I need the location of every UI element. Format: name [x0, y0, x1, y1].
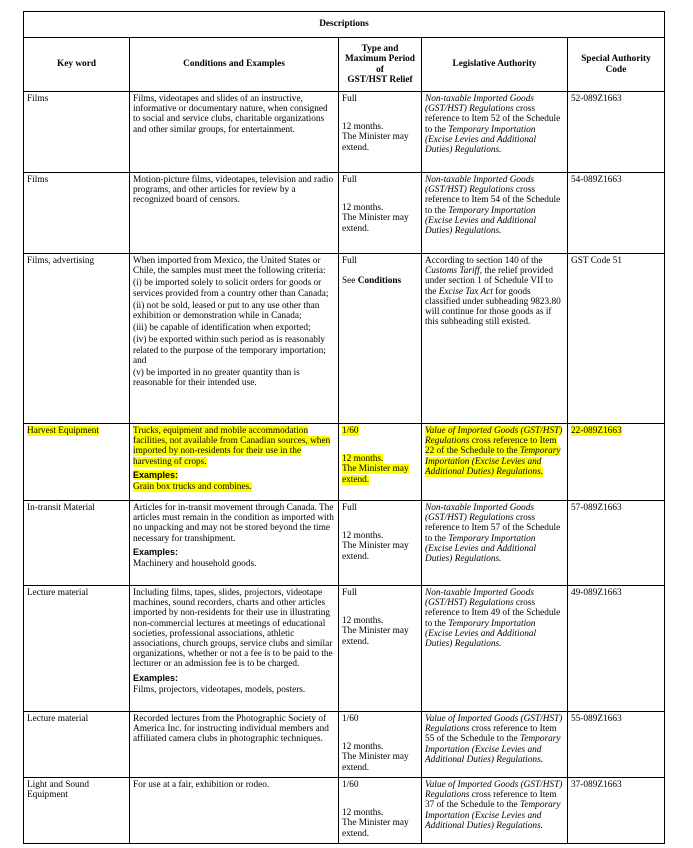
- header-authority: Legislative Authority: [422, 38, 568, 92]
- code-cell: 37-089Z1663: [568, 778, 665, 844]
- conditions-cell: [130, 254, 339, 424]
- table-row: [24, 501, 665, 586]
- keyword-cell: Films, advertising: [24, 254, 130, 424]
- conditions-text: Including films, tapes, slides, projectors, videotape machines, sound recorders, charts and other articles imported by non-residents for their use in illustrating non-commercial lectures at meetings of educational societies, professional associations, athletic associations, church groups, service clubs and similar organizations, whether or not a fee is to be paid to the lecturer or an admission fee is to be charged.: [133, 588, 333, 670]
- authority-schedule: Temporary Importation (Excise Levies and Additional Duties) Regulations.: [425, 533, 537, 565]
- type-cell: [339, 254, 422, 424]
- criterion-2: (ii) not be sold, leased or put to any use other than exhibition or demonstration while in Canada;: [133, 300, 320, 322]
- code-cell: 52-089Z1663: [568, 92, 665, 173]
- table-caption-row: [24, 12, 665, 38]
- table-row: [24, 586, 665, 712]
- type-cell: [339, 92, 422, 173]
- header-type-line2: Maximum Period: [345, 54, 415, 65]
- header-type-line3: of: [376, 64, 384, 75]
- authority-cell: [422, 173, 568, 254]
- table-header-row: [24, 38, 665, 92]
- keyword-cell: Films: [24, 92, 130, 173]
- type-period: 12 months.: [342, 122, 384, 133]
- authority-schedule: Temporary Importation (Excise Levies and Additional Duties) Regulations.: [425, 446, 561, 477]
- type-note: The Minister may extend.: [342, 132, 409, 153]
- code-cell: 57-089Z1663: [568, 501, 665, 586]
- type-cell: [339, 501, 422, 586]
- authority-cell: [422, 712, 568, 778]
- code-cell: GST Code 51: [568, 254, 665, 424]
- keyword-cell: In-transit Material: [24, 501, 130, 586]
- descriptions-table: [23, 11, 665, 844]
- type-period: 12 months.: [342, 742, 384, 753]
- table-row: [24, 712, 665, 778]
- header-conditions: Conditions and Examples: [130, 38, 339, 92]
- type-rate: Full: [342, 256, 357, 266]
- conditions-highlight: Trucks, equipment and mobile accommodation facilities, not available from Canadian sources, when imported by non-residents for their use in the harvesting of crops.: [133, 426, 331, 467]
- type-note: The Minister may extend.: [342, 818, 409, 839]
- type-period-highlight: 12 months.: [342, 454, 384, 465]
- authority-excise-tax-act: Excise Tax Act: [438, 286, 493, 297]
- conditions-cell: Films, videotapes and slides of an instructive, informative or documentary nature, when consigned to social and service clubs, charitable organizations and other similar groups, for entertainment.: [130, 92, 339, 173]
- authority-regulation: Non-taxable Imported Goods (GST/HST) Regulations: [425, 94, 534, 115]
- code-cell: 49-089Z1663: [568, 586, 665, 712]
- authority-schedule: Temporary Importation (Excise Levies and Additional Duties) Regulations.: [425, 800, 561, 831]
- header-code-line2: Code: [605, 64, 627, 75]
- header-code-line1: Special Authority: [581, 54, 651, 65]
- authority-reference: cross reference to Item 57 of the Schedule to the: [425, 513, 561, 544]
- authority-reference: cross reference to Item 49 of the Schedule to the: [425, 598, 561, 629]
- conditions-cell: [130, 586, 339, 712]
- type-rate: 1/60: [342, 714, 359, 724]
- example-text: Machinery and household goods.: [133, 559, 257, 570]
- type-period: 12 months.: [342, 531, 384, 542]
- type-rate: Full: [342, 94, 357, 104]
- keyword-cell: Light and Sound Equipment: [24, 778, 130, 844]
- example-text: Grain box trucks and combines.: [133, 482, 252, 493]
- conditions-cell: [130, 501, 339, 586]
- authority-reference: cross reference to Item 54 of the Schedule to the: [425, 185, 561, 216]
- authority-customs-tariff: Customs Tariff: [425, 266, 480, 277]
- conditions-text: Articles for in-transit movement through Canada. The articles must remain in the condition as imported with no unpacking and may not be stored beyond the time necessary for transhipment.: [133, 503, 334, 544]
- type-conditions-label: Conditions: [357, 276, 402, 287]
- authority-schedule: Temporary Importation (Excise Levies and Additional Duties) Regulations.: [425, 205, 537, 237]
- authority-cell: [422, 254, 568, 424]
- examples-label-highlight: Examples:: [133, 469, 179, 480]
- keyword-cell: Lecture material: [24, 712, 130, 778]
- type-rate: 1/60: [342, 780, 359, 790]
- authority-schedule: Temporary Importation (Excise Levies and Additional Duties) Regulations.: [425, 734, 561, 765]
- table-row-highlighted: [24, 424, 665, 501]
- authority-cell: [422, 501, 568, 586]
- code-cell: 54-089Z1663: [568, 173, 665, 254]
- example-text: Films, projectors, videotapes, models, posters.: [133, 684, 306, 695]
- authority-schedule: Temporary Importation (Excise Levies and Additional Duties) Regulations.: [425, 618, 537, 650]
- type-note-highlight: The Minister may extend.: [342, 464, 409, 485]
- authority-reference: cross reference to Item 52 of the Schedule to the: [425, 104, 561, 135]
- type-period: [342, 454, 418, 464]
- criterion-5: (v) be imported in no greater quantity than is reasonable for their intended use.: [133, 368, 300, 389]
- conditions-cell: Recorded lectures from the Photographic Society of America Inc. for instructing individual members and affiliated camera clubs in photographic techniques.: [130, 712, 339, 778]
- type-see-label: See: [342, 276, 358, 287]
- table-row: [24, 778, 665, 844]
- keyword-cell: Lecture material: [24, 586, 130, 712]
- authority-reference: cross reference to Item 55 of the Schedule to the: [425, 724, 557, 745]
- type-cell: [339, 778, 422, 844]
- code-cell: [568, 424, 665, 501]
- table-row: [24, 173, 665, 254]
- authority-regulation: Value of Imported Goods (GST/HST) Regulations: [425, 426, 563, 447]
- examples-label: Examples:: [133, 546, 179, 557]
- keyword-cell: Films: [24, 173, 130, 254]
- type-period: 12 months.: [342, 616, 384, 627]
- authority-regulation: Value of Imported Goods (GST/HST) Regulations: [425, 714, 563, 735]
- authority-cell: [422, 586, 568, 712]
- table-caption: Descriptions: [24, 12, 665, 38]
- conditions-cell: For use at a fair, exhibition or rodeo.: [130, 778, 339, 844]
- authority-reference: cross reference to Item 37 of the Schedule to the: [425, 790, 557, 811]
- type-cell: [339, 424, 422, 501]
- keyword-cell: [24, 424, 130, 501]
- type-note: [342, 464, 418, 484]
- authority-reference: cross reference to Item 22 of the Schedule to the: [425, 436, 557, 457]
- examples-label: [133, 470, 335, 480]
- authority-cell: [422, 778, 568, 844]
- type-note: The Minister may extend.: [342, 213, 409, 234]
- authority-regulation: Value of Imported Goods (GST/HST) Regulations: [425, 780, 563, 801]
- conditions-cell: Motion-picture films, videotapes, television and radio programs, and other articles for review by a recognized board of censors.: [130, 173, 339, 254]
- table-row: [24, 254, 665, 424]
- authority-cell: [422, 92, 568, 173]
- conditions-cell: [130, 424, 339, 501]
- type-note: The Minister may extend.: [342, 541, 409, 562]
- type-rate: Full: [342, 175, 357, 185]
- type-cell: [339, 712, 422, 778]
- authority-regulation: Non-taxable Imported Goods (GST/HST) Regulations: [425, 588, 534, 609]
- type-rate: Full: [342, 588, 357, 598]
- type-period: 12 months.: [342, 203, 384, 214]
- authority-cell: [422, 424, 568, 501]
- criterion-1: (i) be imported solely to solicit orders for goods or services provided from a country other than Canada;: [133, 278, 329, 299]
- authority-regulation: Non-taxable Imported Goods (GST/HST) Regulations: [425, 503, 534, 524]
- conditions-intro: When imported from Mexico, the United States or Chile, the samples must meet the following criteria:: [133, 256, 326, 277]
- authority-text-a: According to section 140 of the: [425, 256, 543, 266]
- type-cell: [339, 586, 422, 712]
- type-rate: [342, 426, 418, 436]
- keyword-highlight: Harvest Equipment: [27, 426, 100, 436]
- authority-regulation: Non-taxable Imported Goods (GST/HST) Regulations: [425, 175, 534, 196]
- code-highlight: 22-089Z1663: [571, 426, 622, 436]
- examples-label: Examples:: [133, 672, 179, 683]
- authority-schedule: Temporary Importation (Excise Levies and Additional Duties) Regulations.: [425, 124, 537, 156]
- header-type: [339, 38, 422, 92]
- header-type-line1: Type and: [361, 44, 399, 55]
- criterion-4: (iv) be exported within such period as is reasonably related to the purpose of the temporary importation; and: [133, 335, 326, 366]
- type-note: The Minister may extend.: [342, 752, 409, 773]
- header-code: [568, 38, 665, 92]
- table-row: [24, 92, 665, 173]
- type-cell: [339, 173, 422, 254]
- type-period: 12 months.: [342, 808, 384, 819]
- type-note: The Minister may extend.: [342, 626, 409, 647]
- type-rate: Full: [342, 503, 357, 513]
- code-cell: 55-089Z1663: [568, 712, 665, 778]
- authority-text-b: , the relief provided under section 1 of Schedule VII to the: [425, 266, 554, 297]
- type-see-conditions: [342, 276, 418, 286]
- authority-text-c: for goods classified under subheading 9823.80 will continue for those goods as if this subheading still existed.: [425, 286, 561, 328]
- header-keyword: Key word: [24, 38, 130, 92]
- type-rate-highlight: 1/60: [342, 426, 359, 436]
- criterion-3: (iii) be capable of identification when exported;: [133, 323, 311, 334]
- header-type-line4: GST/HST Relief: [347, 74, 413, 85]
